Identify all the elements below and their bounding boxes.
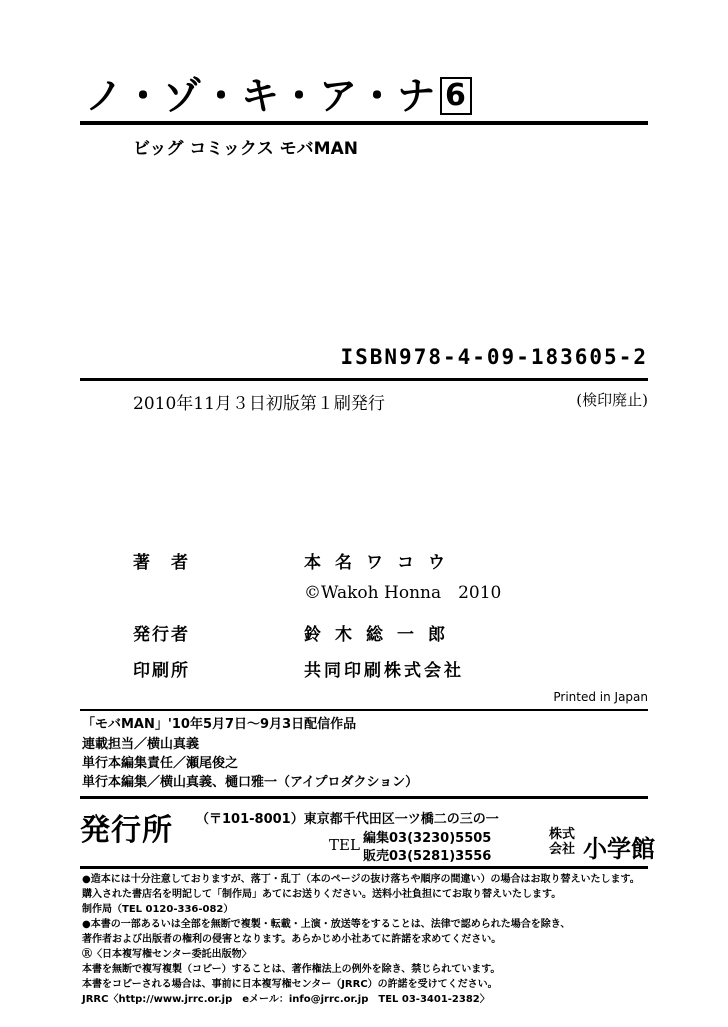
title-rule xyxy=(80,121,648,125)
notice-line: ●造本には十分注意しておりますが、落丁・乱丁（本のページの抜け落ちや順序の間違い）の場合はお取り替えいたします。 xyxy=(82,874,640,885)
printer-label: 印刷所 xyxy=(133,661,190,681)
printed-in-japan: Printed in Japan xyxy=(553,690,648,704)
tel-label: TEL xyxy=(329,836,360,854)
staff-line: 単行本編集責任／瀬尾俊之 xyxy=(82,756,239,771)
staff-line: 連載担当／横山真義 xyxy=(82,737,200,752)
notice-line: JRRC〈http://www.jrrc.or.jp eメール：info@jrrc.or.jp TEL 03-3401-2382〉 xyxy=(82,994,490,1005)
kabushiki-top: 株式 xyxy=(549,827,576,842)
notice-line: 制作局（TEL 0120-336-082） xyxy=(82,904,234,915)
staff-line: 単行本編集／横山真義、樋口雅一（アイプロダクション） xyxy=(82,775,419,790)
notice-line: 著作者および出版者の権利の侵害となります。あらかじめ小社あてに許諾を求めてください。 xyxy=(82,934,502,945)
notice-line: ●本書の一部あるいは全部を無断で複製・転載・上演・放送等をすることは、法律で認められた場合を除き、 xyxy=(82,919,571,930)
author-label: 著 者 xyxy=(133,553,190,573)
isbn: ISBN978-4-09-183605-2 xyxy=(340,345,648,369)
notice-line: 本書を無断で複写複製（コピー）することは、著作権法上の例外を除き、禁じられています。 xyxy=(82,964,501,975)
isbn-rule xyxy=(80,378,648,381)
publisher-label: 発行者 xyxy=(133,625,190,645)
volume-number: 6 xyxy=(440,77,472,115)
publisher-address: （〒101-8001）東京都千代田区一ツ橋二の三の一 xyxy=(196,812,499,827)
credits-rule xyxy=(80,709,648,711)
notice-line: 本書をコピーされる場合は、事前に日本複写権センター（JRRC）の許諾を受けてください。 xyxy=(82,979,498,990)
publisher-name: 鈴木総一郎 xyxy=(304,625,459,645)
kabushiki-bottom: 会社 xyxy=(549,842,576,857)
publisher-rule xyxy=(80,866,648,869)
tel-editorial: 編集03(3230)5505 xyxy=(363,831,492,846)
staff-line: 「モバMAN」'10年5月7日〜9月3日配信作品 xyxy=(82,717,357,732)
printer-name: 共同印刷株式会社 xyxy=(304,661,464,681)
author-name: 本名ワコウ xyxy=(304,553,459,573)
staff-rule xyxy=(80,796,648,799)
publication-date: 2010年11月３日初版第１刷発行 xyxy=(133,394,385,414)
publisher-office-label: 発行所 xyxy=(80,813,173,848)
publisher-company: 小学館 xyxy=(583,835,655,863)
notice-line: Ⓡ〈日本複写権センター委託出版物〉 xyxy=(82,949,252,960)
title-text: ノ・ゾ・キ・ア・ナ xyxy=(85,74,437,118)
book-title xyxy=(85,74,472,118)
notice-line: 購入された書店名を明記して「制作局」あてにお送りください。送料小社負担にてお取り替えいたします。 xyxy=(82,889,562,900)
tel-sales: 販売03(5281)3556 xyxy=(363,849,492,864)
series-name: ビッグ コミックス モバMAN xyxy=(133,139,358,159)
seal-note: (検印廃止) xyxy=(576,391,648,409)
copyright-line: ©Wakoh Honna 2010 xyxy=(304,583,502,603)
